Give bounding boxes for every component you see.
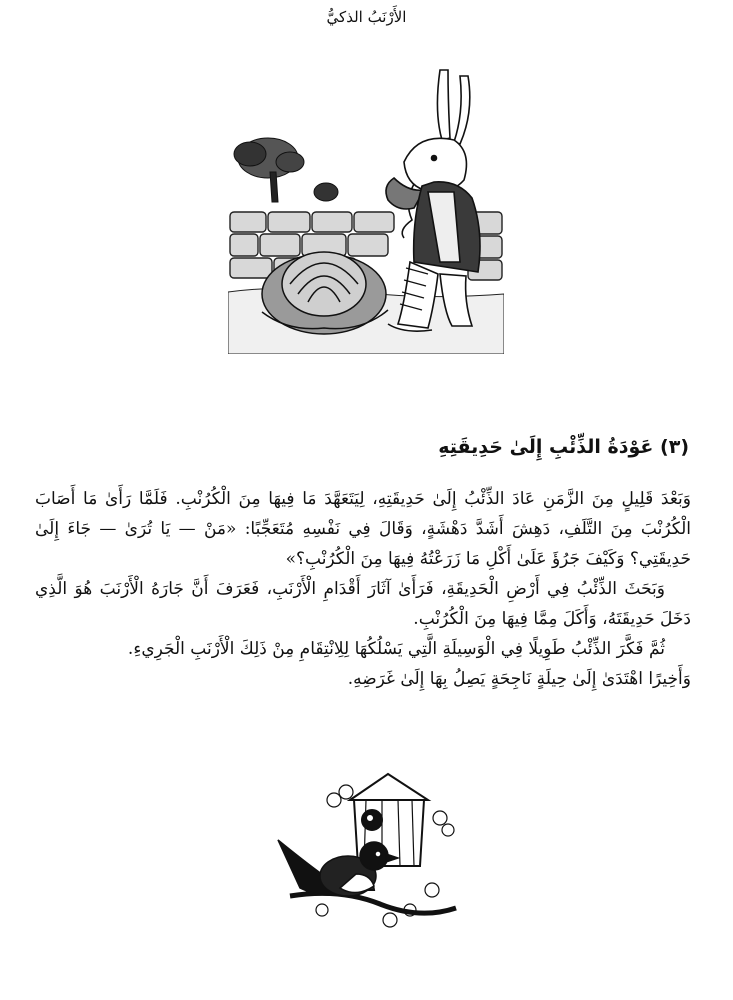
trees-background [234, 138, 338, 202]
rabbit [386, 70, 480, 331]
paragraph-2: وَبَحَثَ الذِّئْبُ فِي أَرْضِ الْحَدِيقَةِ، فَرَأَىٰ آثَارَ أَقْدَامِ الْأَرْنَبِ، فَعَرَفَ أَنَّ جَارَهُ الْأَرْنَبَ هُوَ الَّذِي دَخَلَ حَدِيقَتَهُ، وَأَكَلَ مِمَّا فِيهَا مِنَ الْكُرُنْبِ. [35, 579, 691, 629]
page-header-title: الأَرْنَبُ الذكيُّ [326, 8, 407, 26]
paragraph-4: وَأَخِيرًا اهْتَدَىٰ إِلَىٰ حِيلَةٍ نَاجِحَةٍ يَصِلُ بِهَا إِلَىٰ غَرَضِهِ. [347, 669, 691, 689]
paragraph-3: ثُمَّ فَكَّرَ الذِّئْبُ طَوِيلًا فِي الْوَسِيلَةِ الَّتِي يَسْلُكُهَا لِلِانْتِقَامِ مِنْ ذَلِكَ الْأَرْنَبِ الْجَرِيءِ. [127, 639, 665, 659]
section-heading: (٣) عَوْدَةُ الذِّئْبِ إِلَىٰ حَدِيقَتِهِ [438, 436, 689, 458]
rabbit-cabbage-illustration [228, 62, 504, 354]
story-text [35, 484, 691, 694]
bird [278, 840, 398, 896]
paragraph-1: وَبَعْدَ قَلِيلٍ مِنَ الزَّمَنِ عَادَ الذِّئْبُ إِلَىٰ حَدِيقَتِهِ، لِيَتَعَهَّدَ مَا فِيهَا مِنَ الْكُرُنْبِ. فَلَمَّا رَأَىٰ مَا أَصَابَ الْكُرُنْبَ مِنَ التَّلَفِ، دَهِشَ أَشَدَّ دَهْشَةٍ، وَقَالَ فِي نَفْسِهِ مُتَعَجِّبًا: «مَنْ — يَا تُرَىٰ — جَاءَ إِلَىٰ حَدِيقَتِي؟ وَكَيْفَ جَرُؤَ عَلَىٰ أَكْلِ مَا زَرَعْتُهُ فِيهَا مِنَ الْكُرُنْبِ؟» [35, 489, 691, 569]
bird-birdhouse-illustration [270, 770, 462, 938]
